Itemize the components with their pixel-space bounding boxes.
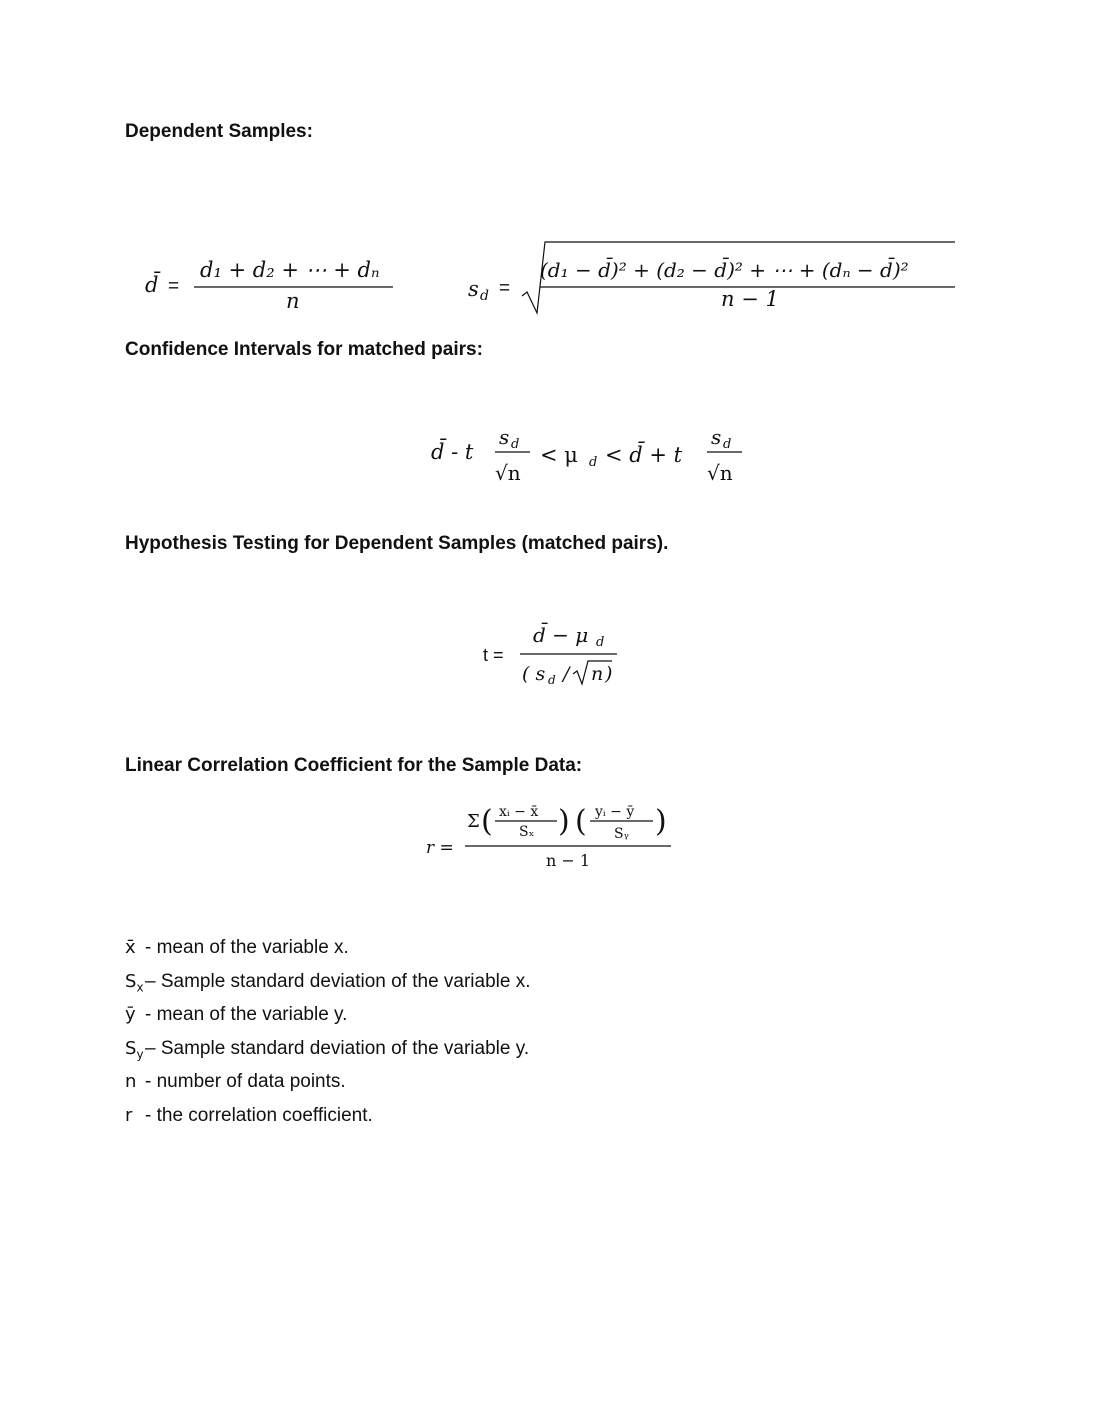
section-title-dependent-samples: Dependent Samples: [125,121,313,142]
legend-symbol: x̄ [125,937,136,958]
ci-right-frac-num: s [711,425,722,449]
ci-left-part: d̄ - t [431,440,474,464]
legend-symbol: $S_x$ [125,970,144,995]
left-paren: ( [481,804,493,839]
t-statistic-den-slash: / [563,663,570,685]
x-term-denominator: Sₓ [519,824,535,840]
mean-difference-numerator: d₁ + d₂ + ⋯ + dₙ [200,258,380,282]
legend-text: – Sample standard deviation of the variable y. [145,1037,530,1059]
legend-item-n [125,1068,531,1102]
legend-text: - mean of the variable y. [145,1004,348,1026]
legend-item-x-mean [125,934,531,968]
sigma-symbol: Σ [467,811,480,832]
t-statistic-den-root: n [591,663,604,685]
left-paren: ( [575,804,587,839]
legend-item-y-mean [125,1001,531,1035]
t-statistic-numerator-sub: d [596,635,605,650]
legend-text: - the correlation coefficient. [145,1104,373,1126]
formula-confidence-interval [431,425,742,485]
y-term-numerator: yᵢ − ȳ [595,804,635,820]
legend-item-sx [125,968,531,1002]
correlation-lhs: r = [426,838,454,858]
t-statistic-lhs: t = [483,645,504,665]
t-statistic-den-sub: d [548,673,556,687]
ci-middle-part: < μ [540,443,578,467]
equals-sign: = [499,278,511,299]
mean-difference-denominator: n [286,289,300,313]
right-paren: ) [558,804,570,839]
legend-item-r [125,1102,531,1136]
formula-mean-difference [145,258,393,313]
ci-right-frac-den: √n [707,461,733,485]
symbol-legend [125,934,531,1136]
ci-middle-sub: d [589,455,598,470]
equals-sign: = [168,276,180,297]
t-statistic-den-close: ) [605,663,613,685]
right-paren: ) [655,804,667,839]
formula-correlation [426,804,671,870]
legend-text: – Sample standard deviation of the variable x. [145,970,531,992]
legend-symbol: r [125,1104,133,1126]
ci-right-frac-num-sub: d [723,437,732,452]
std-difference-symbol: s [468,277,479,301]
ci-left-frac-num-sub: d [511,437,520,452]
ci-left-frac-den: √n [495,461,521,485]
formula-std-difference [468,242,955,313]
ci-right-part: < d̄ + t [605,443,683,467]
section-title-correlation: Linear Correlation Coefficient for the Sample Data: [125,755,583,776]
ci-left-frac-num: s [499,425,510,449]
std-difference-numerator: (d₁ − d̄)² + (d₂ − d̄)² + ⋯ + (dₙ − d̄)² [540,258,909,282]
legend-text: - mean of the variable x. [145,937,349,958]
legend-symbol: $S_y$ [125,1037,144,1062]
section-title-hypothesis-testing: Hypothesis Testing for Dependent Samples (matched pairs). [125,533,669,554]
y-term-denominator: Sᵧ [614,826,629,842]
legend-text: - number of data points. [145,1071,346,1093]
formula-t-statistic [483,622,617,687]
t-statistic-numerator: d̄ − μ [533,623,589,647]
std-difference-subscript: d [480,288,489,304]
legend-symbol: ȳ [125,1004,136,1026]
legend-symbol: n [125,1071,137,1093]
mean-difference-symbol: d̄ [145,273,159,297]
correlation-denominator: n − 1 [546,851,591,870]
legend-item-sy [125,1035,531,1069]
x-term-numerator: xᵢ − x̄ [499,804,539,820]
std-difference-denominator: n − 1 [721,287,779,311]
t-statistic-den-left: ( s [522,663,546,685]
section-title-confidence-intervals: Confidence Intervals for matched pairs: [125,339,483,360]
